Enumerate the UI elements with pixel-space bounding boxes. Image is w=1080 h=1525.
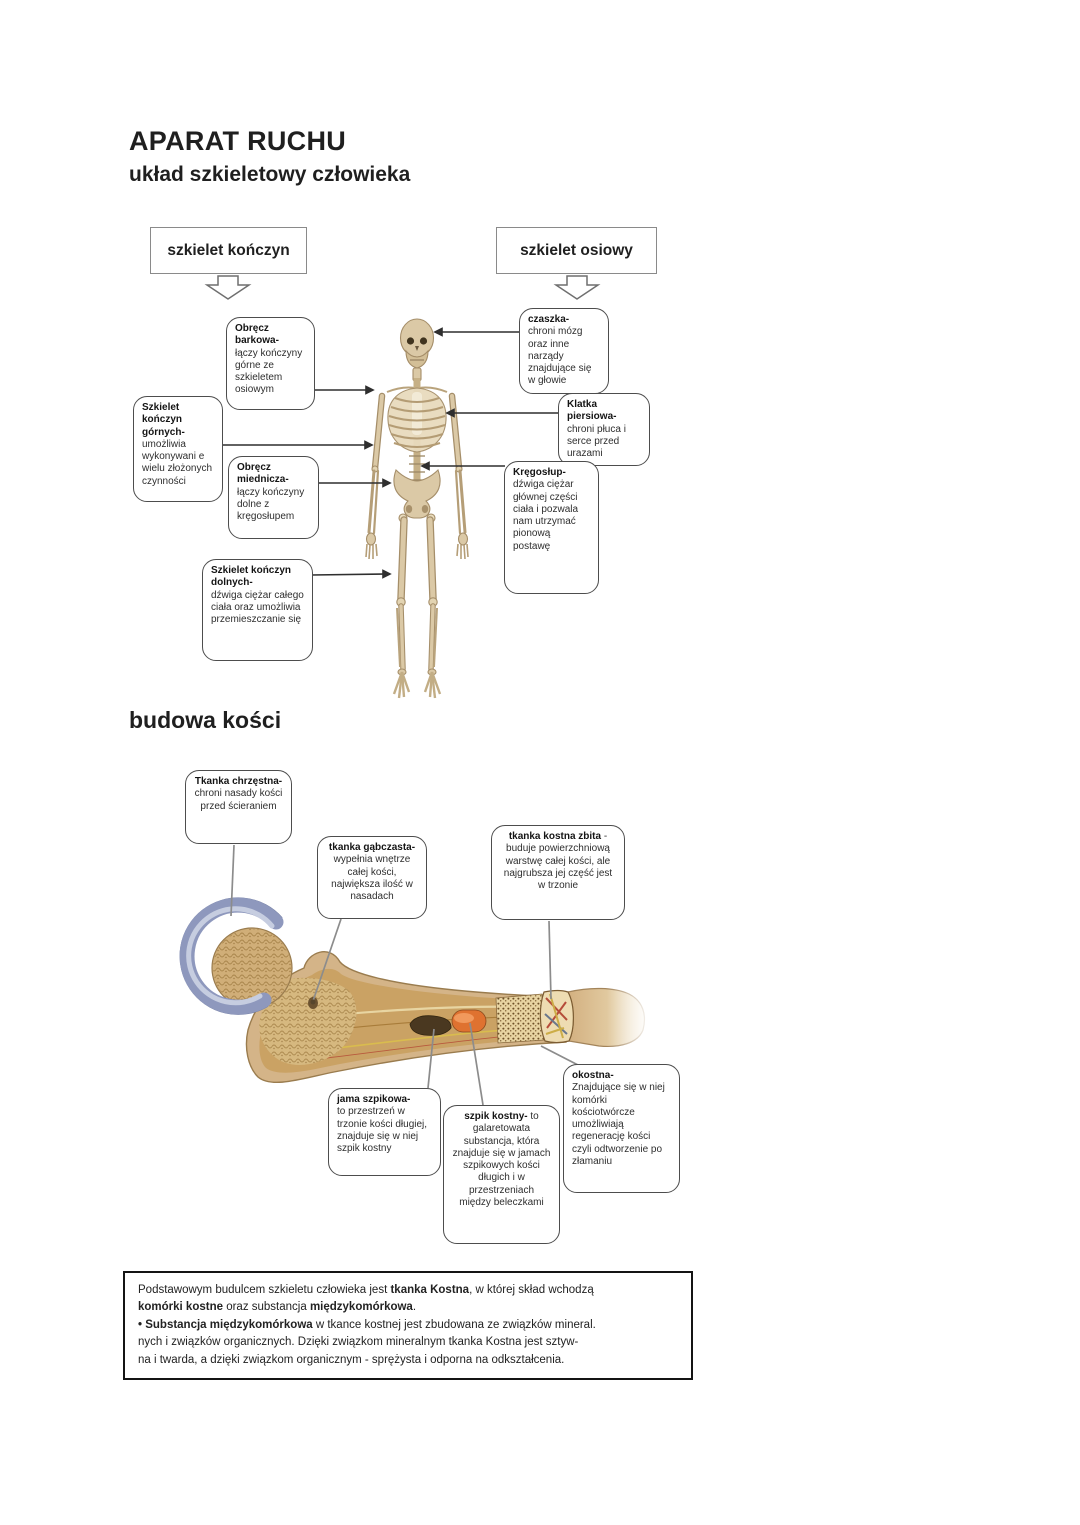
flow-box-szkielet-konczyn bbox=[150, 227, 307, 274]
callout-body: to przestrzeń w trzonie kości długiej, znajduje się w niej szpik kostny bbox=[337, 1106, 428, 1155]
callout-title: tkanka kostna zbita bbox=[508, 831, 602, 842]
callout-czaszka bbox=[519, 308, 609, 394]
callout-body: umożliwia wykonywani e wielu złożonych czynności bbox=[142, 438, 213, 487]
callout-title: czaszka- bbox=[528, 314, 570, 325]
page-subtitle: układ szkieletowy człowieka bbox=[129, 163, 411, 186]
page-title: APARAT RUCHU bbox=[129, 126, 347, 156]
note-box bbox=[123, 1271, 693, 1380]
callout-body: chroni mózg oraz inne narządy znajdujące się w głowie bbox=[528, 326, 592, 387]
callout-tkanka-gabczasta bbox=[317, 836, 427, 919]
note-segment: w tkance kostnej jest zbudowana ze związków mineral. bbox=[312, 1318, 596, 1331]
bone-section-heading: budowa kości bbox=[129, 707, 282, 733]
ribcage-graphic bbox=[388, 388, 446, 452]
callout-body: to galaretowata substancja, która znajduje się w jamach szpikowych kości długich i w przestrzeniach między beleczkami bbox=[452, 1111, 551, 1209]
callout-title: Szkielet kończyn dolnych- bbox=[211, 565, 292, 589]
callout-klatka-piersiowa bbox=[558, 393, 650, 466]
callout-body: dźwiga ciężar całego ciała oraz umożliwia przemieszczanie się bbox=[211, 589, 304, 626]
callout-title: Obręcz barkowa- bbox=[235, 323, 279, 347]
callout-okostna bbox=[563, 1064, 680, 1193]
flow-box-label: szkielet osiowy bbox=[520, 241, 633, 259]
note-segment: międzykomórkowa bbox=[309, 1301, 413, 1314]
callout-szkielet-konczyn-gornych bbox=[133, 396, 223, 502]
callout-body: Znajdujące się w niej komórki kościotwórcze umożliwiają regenerację kości czyli odtworzenie po złamaniu bbox=[572, 1082, 665, 1168]
callout-title: okostna- bbox=[572, 1070, 614, 1081]
note-segment: • Substancja międzykomórkowa bbox=[138, 1318, 313, 1331]
flow-box-szkielet-osiowy bbox=[496, 227, 657, 274]
callout-title: szpik kostny- bbox=[464, 1111, 528, 1122]
arm-left-graphic bbox=[366, 396, 382, 559]
callout-title: Tkanka chrzęstna- bbox=[194, 776, 283, 787]
callout-kregoslup bbox=[504, 461, 599, 594]
leg-right-graphic bbox=[425, 520, 440, 698]
callout-title: Kręgosłup- bbox=[513, 467, 566, 478]
arm-right-graphic bbox=[452, 396, 468, 559]
note-segment: Podstawowym budulcem szkieletu człowieka jest bbox=[138, 1284, 391, 1296]
note-segment: tkanka Kostna bbox=[390, 1284, 470, 1296]
callout-body: dźwiga ciężar głównej części ciała i pozwala nam utrzymać pionową postawę bbox=[513, 479, 579, 552]
skull-graphic bbox=[401, 319, 434, 368]
spongy-hole bbox=[308, 997, 318, 1009]
leg-left-graphic bbox=[394, 520, 409, 698]
callout-szkielet-konczyn-dolnych bbox=[202, 559, 313, 661]
callout-body: łączy kończyny górne ze szkieletem osiowym bbox=[235, 347, 303, 396]
callout-obrecz-miednicza bbox=[228, 456, 319, 539]
down-arrow-icon bbox=[207, 276, 598, 299]
callout-tkanka-chrzestna bbox=[185, 770, 292, 844]
callout-tkanka-kostna-zbita bbox=[491, 825, 625, 920]
flow-box-label: szkielet kończyn bbox=[167, 241, 290, 259]
callout-body: łączy kończyny dolne z kręgosłupem bbox=[237, 486, 305, 523]
callout-body: - buduje powierzchniową warstwę całej kości, ale najgrubsza jej część jest w trzonie bbox=[503, 831, 613, 892]
note-text bbox=[138, 1282, 678, 1369]
callout-jama-szpikowa bbox=[328, 1088, 441, 1176]
note-segment: nych i związków organicznych. Dzięki związkom mineralnym tkanka Kostna jest sztyw- bbox=[138, 1336, 579, 1349]
callout-body: chroni nasady kości przed ścieraniem bbox=[194, 788, 283, 812]
note-segment: . bbox=[412, 1301, 417, 1314]
callout-obrecz-barkowa bbox=[226, 317, 315, 410]
skeleton-figure bbox=[357, 312, 477, 708]
callout-title: Obręcz miednicza- bbox=[237, 462, 289, 486]
callout-title: Szkielet kończyn górnych- bbox=[142, 402, 185, 438]
marrow-dark bbox=[410, 1016, 451, 1036]
note-segment: komórki kostne bbox=[138, 1301, 223, 1314]
callout-title: jama szpikowa- bbox=[337, 1094, 411, 1105]
callout-title: tkanka gąbczasta- bbox=[328, 842, 416, 853]
note-segment: na i twarda, a dzięki związkom organicznym - sprężysta i odporna na odkształcenia. bbox=[138, 1353, 565, 1366]
note-segment: , w której skład wchodzą bbox=[469, 1284, 594, 1296]
callout-body: chroni płuca i serce przed urazami bbox=[567, 423, 626, 460]
callout-szpik-kostny bbox=[443, 1105, 560, 1244]
callout-body: wypełnia wnętrze całej kości, największa ilość w nasadach bbox=[331, 854, 413, 903]
note-segment: oraz substancja bbox=[223, 1301, 310, 1314]
callout-title: Klatka piersiowa- bbox=[567, 399, 617, 423]
